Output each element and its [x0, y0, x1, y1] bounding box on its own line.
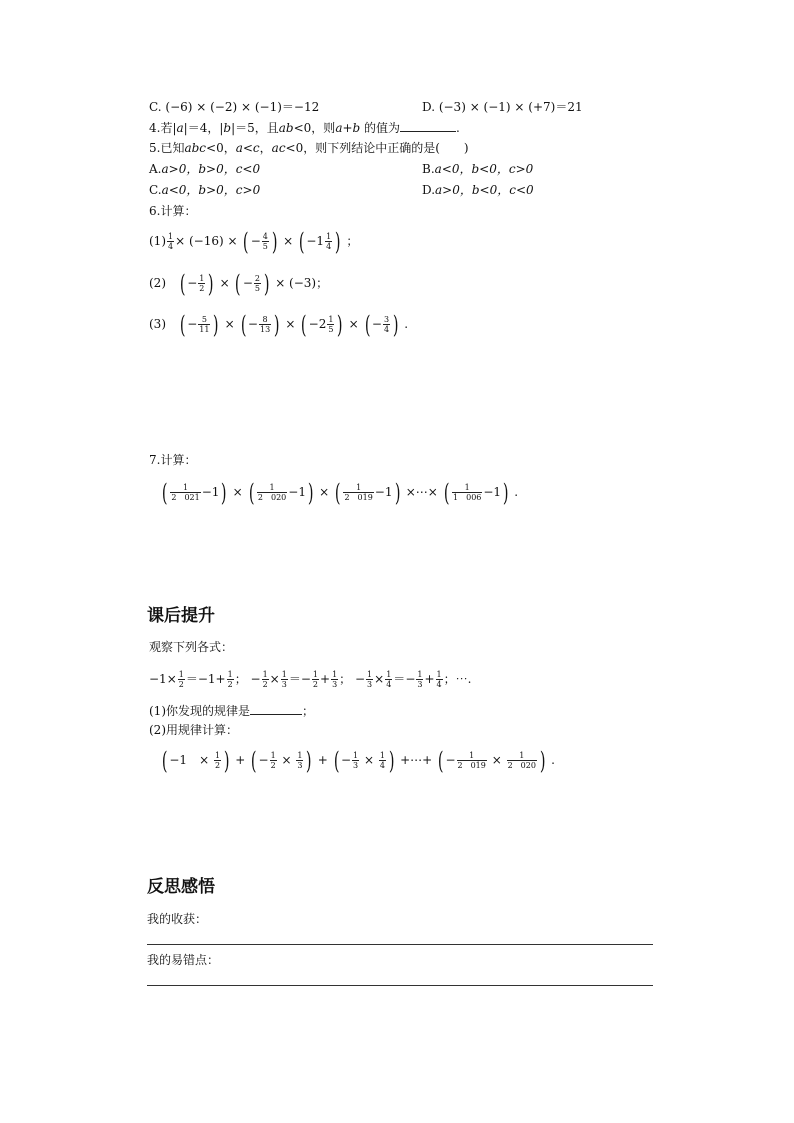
times-sign: ×: [283, 234, 294, 248]
extension-q2: (2)用规律计算：: [149, 723, 238, 737]
option-text: a<0，b<0，c>0: [434, 162, 534, 176]
gains-answer-line[interactable]: [147, 944, 653, 945]
pattern-line: −1× $\frac{1}{2}$ ＝−1+ $\frac{1}{2}$ ； − $\frac{1}{2}$ × $\frac{1}{3}$ ＝− $\frac{1}{2}$ + $\frac{1}{3}$ ； − $\frac{1}{3}$ × $\frac{1}{4}$ ＝− $\frac{1}{3}$ + $\frac{1}{4}$ ；⋯.: [149, 670, 472, 689]
expr-end: ；: [346, 234, 359, 248]
expr-end: .: [514, 485, 519, 499]
q1-end: ；: [302, 704, 315, 718]
fraction: $\frac{8}{13}$: [259, 315, 271, 334]
times-sign: ×: [285, 317, 296, 331]
fraction: $\frac{1}{2}$: [199, 274, 205, 293]
q5-option-d: [422, 182, 534, 198]
q3-option-c: C. (−6) × (−2) × (−1)＝−12: [149, 100, 320, 114]
q4-var: ab: [278, 121, 294, 135]
q7-title: 7.计算：: [149, 453, 197, 467]
part-label: (3): [149, 317, 166, 331]
option-letter: A.: [149, 162, 162, 176]
fraction: $\frac{3}{4}$: [383, 315, 390, 334]
fraction: $\frac{1}{2 020}$: [257, 483, 287, 502]
mixed-whole: −1: [306, 234, 325, 248]
q5-text: <0，: [206, 141, 236, 155]
gains-label: 我的收获：: [147, 912, 208, 926]
option-letter: B.: [422, 162, 435, 176]
fraction: $\frac{4}{5}$: [262, 232, 268, 251]
q7-expression: ( $\frac{1}{2 021}$ −1) × ( $\frac{1}{2 020}$ −1) × ( $\frac{1}{2 019}$ −1) ×⋯× ( $\frac{1}{1 006}$ −1) .: [161, 478, 519, 507]
q5-option-c: [149, 182, 260, 198]
q5-var: ac: [271, 141, 286, 155]
q4-end: .: [456, 121, 460, 135]
fraction: $\frac{1}{2 021}$: [171, 483, 200, 502]
q5-var: a<c: [235, 141, 260, 155]
option-text: a<0，b>0，c>0: [161, 183, 261, 197]
q5-text: 5.已知: [149, 141, 185, 155]
q4-text: <0，则: [293, 121, 336, 135]
q4-var: b: [223, 121, 232, 135]
q4-text: |＝5，且: [231, 121, 279, 135]
minus-one: −1: [483, 485, 502, 499]
question-5: [149, 140, 469, 156]
option-letter: D.: [422, 183, 436, 197]
fraction: $\frac{1}{2 019}$: [344, 483, 373, 502]
q5-text: <0，则下列结论中正确的是( ): [285, 141, 469, 155]
expr-end: .: [404, 317, 409, 331]
q4-var: a+b: [335, 121, 361, 135]
fraction: $\frac{1}{4}$: [326, 232, 332, 251]
option-letter: C.: [149, 183, 162, 197]
question-4: [149, 119, 460, 136]
times-sign: ×: [232, 485, 243, 499]
q6-part-3: (3) ( − $\frac{5}{11}$ ) × ( − $\frac{8}{13}$ ) × ( −2 $\frac{1}{5}$ ) × ( − $\frac{3}{4}$ ) .: [149, 310, 409, 339]
q4-text: 的值为: [360, 121, 401, 135]
ellipsis-times: ×⋯×: [405, 485, 438, 499]
q4-text: 4.若|: [149, 121, 177, 135]
fraction: $\frac{1}{1 006}$: [453, 483, 482, 502]
section-heading-reflection: 反思感悟: [147, 877, 215, 897]
q4-text: |＝4，|: [183, 121, 224, 135]
q5-option-a: [149, 161, 260, 177]
times-sign: ×: [224, 317, 235, 331]
q6-part-1: (1) $\frac{1}{4}$ × (−16) × ( − $\frac{4}{5}$ ) × ( −1 $\frac{1}{4}$ ) ；: [149, 227, 359, 256]
fraction: $\frac{5}{11}$: [199, 315, 210, 334]
option-text: a>0，b<0，c<0: [435, 183, 534, 197]
q5-option-b: [422, 161, 533, 177]
q5-text: ，: [259, 141, 272, 155]
fraction: $\frac{1}{4}$: [168, 232, 174, 251]
mistakes-label: 我的易错点：: [147, 953, 220, 967]
part-label: (1): [149, 234, 166, 248]
fraction: $\frac{2}{5}$: [254, 274, 260, 293]
q6-title: 6.计算：: [149, 204, 197, 218]
times-sign: ×: [219, 276, 230, 290]
fraction: $\frac{1}{5}$: [328, 315, 334, 334]
q4-answer-blank[interactable]: [400, 119, 456, 132]
q6-part-2: (2) ( − $\frac{1}{2}$ ) × ( − $\frac{2}{5}$ ) × (−3)；: [149, 269, 329, 298]
minus-one: −1: [374, 485, 393, 499]
mistakes-answer-line[interactable]: [147, 985, 653, 986]
rule-answer-blank[interactable]: [250, 702, 302, 715]
q4-var: a: [176, 121, 184, 135]
extension-q1: [149, 702, 314, 719]
extension-calc-expression: ( −1 × $\frac{1}{2}$ ) + ( − $\frac{1}{2}$ × $\frac{1}{3}$ ) + ( − $\frac{1}{3}$ × $\frac{1}{4}$ ) +⋯+ ( − $\frac{1}{2 019}$ × $\frac{1}{2 020}$ ) .: [161, 746, 555, 775]
minus-one: −1: [201, 485, 220, 499]
section-heading-extension: 课后提升: [147, 606, 215, 626]
times-sign: ×: [348, 317, 359, 331]
part-label: (2): [149, 276, 166, 290]
q1-text: (1)你发现的规律是: [149, 704, 250, 718]
q3-option-d: D. (−3) × (−1) × (+7)＝21: [422, 100, 583, 114]
minus-one: −1: [288, 485, 306, 499]
mixed-whole: −2: [308, 317, 327, 331]
observe-text: 观察下列各式：: [149, 640, 234, 654]
q5-var: abc: [184, 141, 207, 155]
times-sign: ×: [319, 485, 330, 499]
expr-text: × (−3)；: [275, 276, 329, 290]
option-text: a>0，b>0，c<0: [161, 162, 261, 176]
expr-text: × (−16) ×: [175, 234, 238, 248]
